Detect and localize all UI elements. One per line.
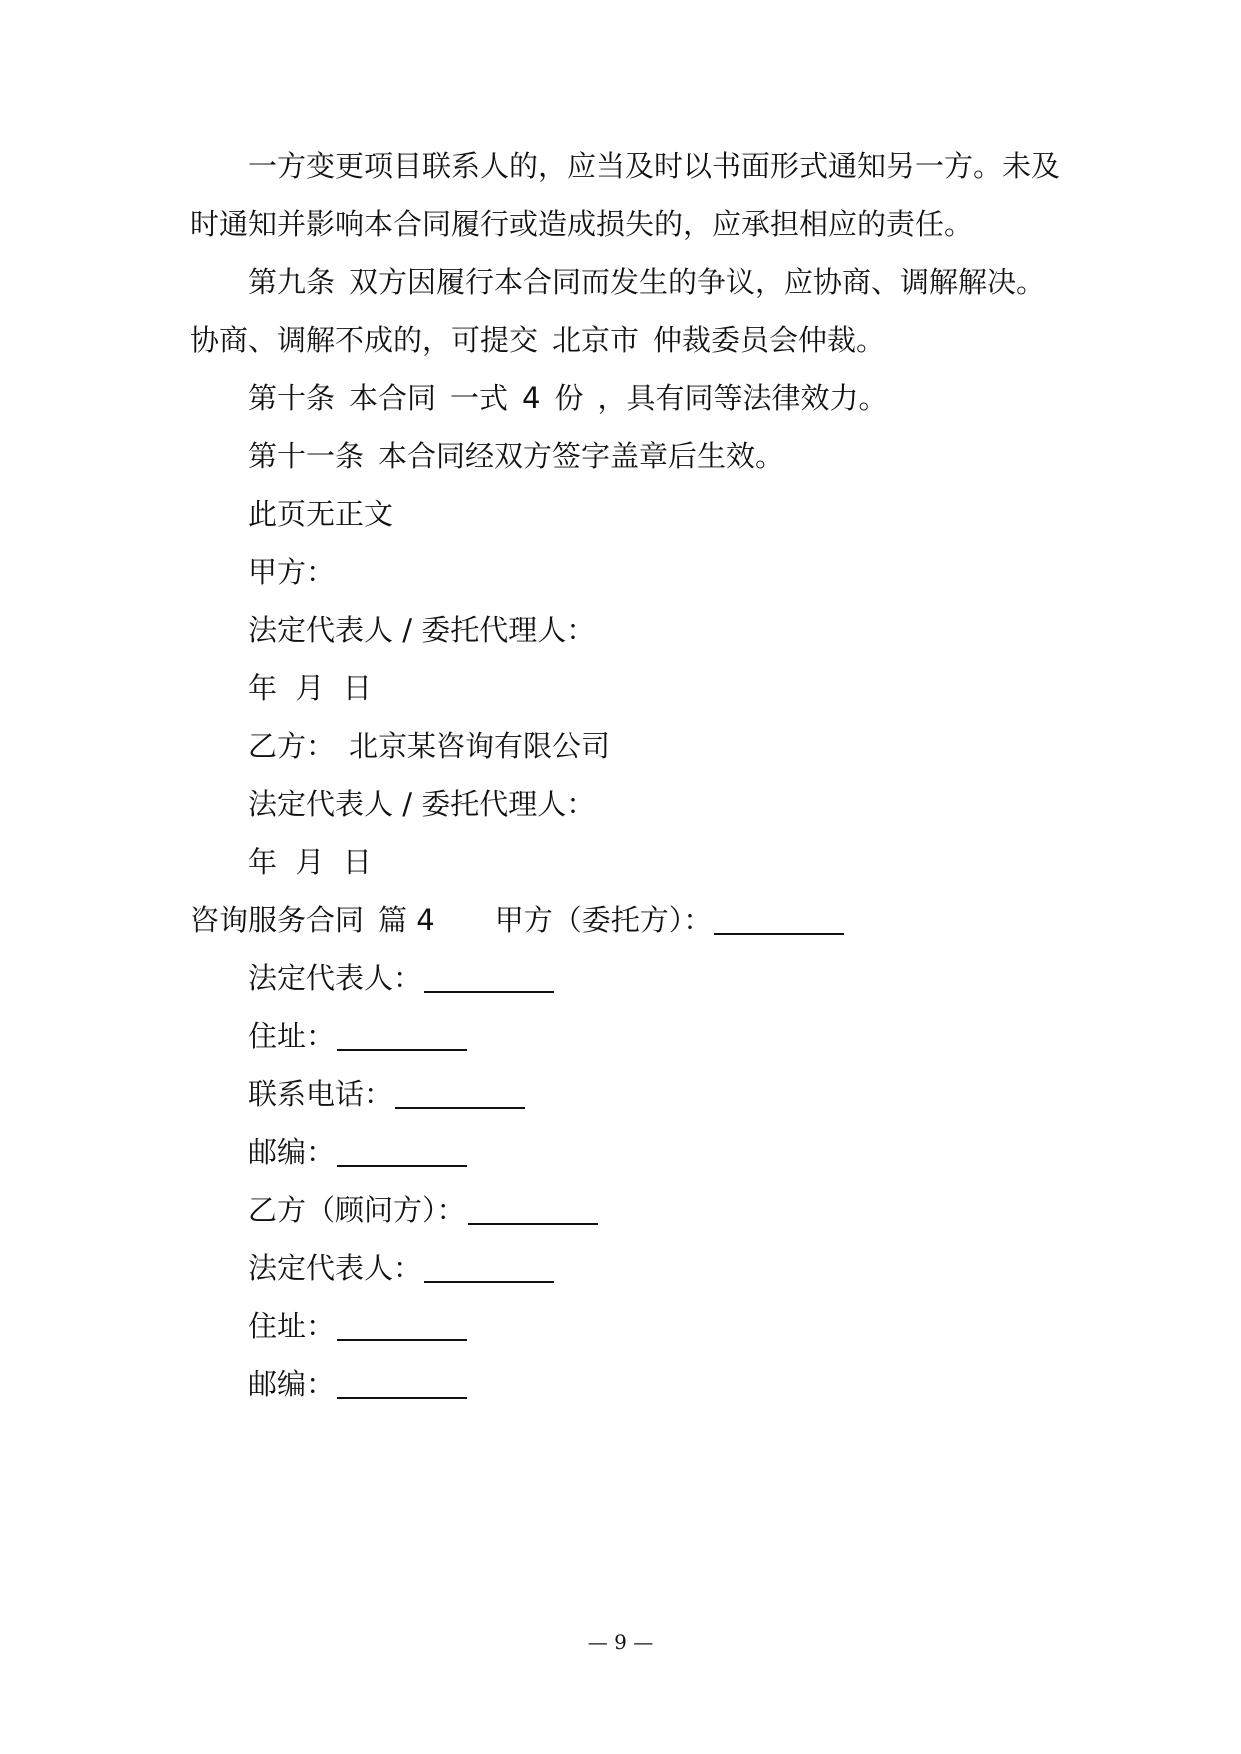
paragraph-line	[248, 146, 1060, 186]
blank-field	[714, 906, 844, 935]
blank-field	[468, 1196, 598, 1225]
paragraph-line	[190, 320, 885, 360]
text: 年 月 日	[248, 671, 372, 705]
paragraph-line	[190, 204, 973, 244]
form-line	[248, 1248, 554, 1288]
blank-field	[337, 1022, 467, 1051]
text: 时通知并影响本合同履行或造成损失的，应承担相应的责任。	[190, 207, 974, 241]
blank-field	[424, 964, 554, 993]
form-line	[248, 958, 554, 998]
company-name: 北京某咨询有限公司	[349, 729, 611, 763]
no-text-note	[248, 494, 393, 534]
blank-field	[424, 1254, 554, 1283]
text: 甲方：	[248, 555, 336, 589]
text: 一方变更项目联系人的，应当及时以书面形式通知另一方。未及	[248, 149, 1061, 183]
text: 法定代表人 / 委托代理人：	[248, 787, 596, 821]
article-number: 第十一条	[248, 439, 365, 473]
contract-title: 咨询服务合同	[190, 903, 365, 937]
party-a-label	[248, 552, 335, 592]
field-label: 法定代表人：	[248, 961, 423, 995]
article-number: 第九条	[248, 265, 336, 299]
text: 本合同	[349, 381, 437, 415]
text: 双方因履行本合同而发生的争议，应协商、调解解决。	[349, 265, 1046, 299]
field-label: 邮编：	[248, 1135, 336, 1169]
date-line	[248, 842, 372, 882]
date-line	[248, 668, 372, 708]
party-a-label: 甲方（委托方）：	[494, 903, 713, 937]
form-line	[248, 1132, 467, 1172]
field-label: 联系电话：	[248, 1077, 394, 1111]
copy-count: 4	[522, 381, 541, 415]
blank-field	[337, 1312, 467, 1341]
field-label: 邮编：	[248, 1367, 336, 1401]
text: 此页无正文	[248, 497, 394, 531]
text: 年 月 日	[248, 845, 372, 879]
article-ten	[248, 378, 888, 418]
representative-line	[248, 784, 595, 824]
text: 本合同经双方签字盖章后生效。	[378, 439, 785, 473]
text: ，具有同等法律效力。	[597, 381, 888, 415]
text: 仲裁委员会仲裁。	[653, 323, 886, 357]
representative-line	[248, 610, 595, 650]
form-line	[248, 1306, 467, 1346]
field-label: 住址：	[248, 1309, 336, 1343]
field-label: 乙方（顾问方）：	[248, 1193, 466, 1227]
form-line	[248, 1016, 467, 1056]
form-line	[248, 1364, 467, 1404]
form-line	[248, 1074, 525, 1114]
text: 协商、调解不成的，可提交	[190, 323, 539, 357]
party-b-line	[248, 726, 610, 766]
text: 法定代表人 / 委托代理人：	[248, 613, 596, 647]
field-label: 住址：	[248, 1019, 336, 1053]
article-nine	[248, 262, 1045, 302]
article-eleven	[248, 436, 784, 476]
blank-field	[337, 1138, 467, 1167]
field-label: 法定代表人：	[248, 1251, 423, 1285]
blank-field	[395, 1080, 525, 1109]
text: 一式	[450, 381, 509, 415]
contract-heading	[190, 900, 844, 940]
chapter-number: 篇 4	[378, 903, 435, 937]
article-number: 第十条	[248, 381, 336, 415]
form-line	[248, 1190, 598, 1230]
arbitration-city: 北京市	[552, 323, 640, 357]
text: 份	[554, 381, 584, 415]
text: 乙方：	[248, 729, 336, 763]
page-number: — 9 —	[587, 1630, 654, 1654]
blank-field	[337, 1370, 467, 1399]
